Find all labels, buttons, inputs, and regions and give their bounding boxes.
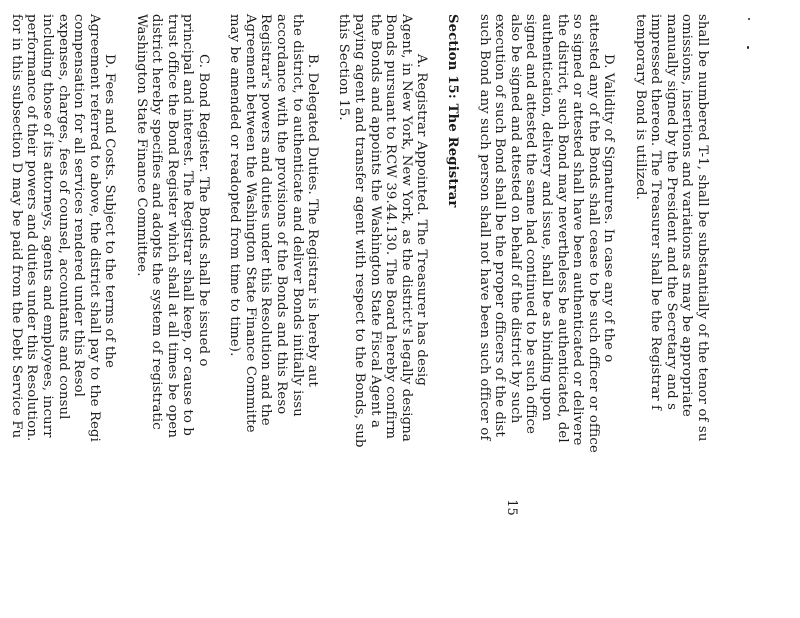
body-line: shall be numbered T-1, shall be substantially of the tenor of su (695, 14, 710, 442)
body-line: omissions, insertions and variations as may be appropriate (679, 14, 695, 417)
body-line: paying agent and transfer agent with respect to the Bonds, sub (351, 14, 367, 448)
body-line: A. Registrar Appointed. The Treasurer has desig (414, 54, 430, 386)
body-line: principal and interest. The Registrar shall keep, or cause to b (180, 14, 196, 436)
blank-line (461, 14, 477, 614)
body-line: C. Bond Register. The Bonds shall be issued o (196, 54, 211, 367)
rotated-text-block (8, 14, 710, 614)
body-line: may be amended or readopted from time to time). (227, 14, 243, 357)
body-line: temporary Bond is utilized. (632, 14, 648, 200)
body-line: the district, to authenticate and deliver Bonds initially issu (289, 14, 305, 417)
body-line: signed and attested the same had continued to be such office (523, 14, 539, 435)
body-line: expenses, charges, fees of counsel, accountants and consul (55, 14, 71, 420)
body-line: such Bond any such person shall not have been such officer of (476, 14, 492, 441)
body-line: district hereby specifies and adopts the system of registratic (149, 14, 165, 430)
body-line: Registrar's powers and duties under this Resolution and the (258, 14, 274, 426)
body-line: B. Delegated Duties. The Registrar is hereby aut (305, 54, 321, 387)
body-line: Agreement between the Washington State Finance Committe (242, 14, 258, 433)
blank-line (211, 14, 227, 614)
body-line: also be signed and attested on behalf of the district by such (507, 14, 523, 424)
scan-speck (747, 46, 749, 49)
body-line: compensation for all services rendered under this Resol (71, 14, 87, 398)
body-line: the district, such Bond may nevertheless be authenticated, del (554, 14, 570, 443)
body-line: Agent, in New York, New York, as the district's legally designa (398, 14, 414, 442)
body-line: Agreement referred to above, the district shall pay to the Regi (86, 14, 102, 442)
body-line: accordance with the provisions of the Bonds and this Reso (273, 14, 289, 415)
body-line: Washington State Finance Committee. (133, 14, 149, 277)
blank-line (320, 14, 336, 614)
blank-line (0, 14, 8, 614)
body-line: manually signed by the President and the Secretary and s (663, 14, 679, 411)
body-line: for in this subsection D may be paid from the Debt Service Fu (8, 14, 24, 439)
body-line: attested any of the Bonds shall cease to be such officer or office (585, 14, 601, 453)
body-line: authentication, delivery and issue, shall be as binding upon (539, 14, 555, 422)
body-line: trust office the Bond Register which shall at all times be open (164, 14, 180, 438)
body-line: this Section 15. (336, 14, 352, 121)
body-line: Bonds pursuant to RCW 39.44.130. The Board hereby confirm (383, 14, 399, 440)
body-line: including those of its attorneys, agents and employees, incurr (40, 14, 56, 438)
body-line: so signed or attested shall have been authenticated or delivere (570, 14, 586, 446)
body-line: D. Validity of Signatures. In case any of the o (601, 54, 617, 363)
body-line: impressed thereon. The Treasurer shall be the Registrar f (648, 14, 664, 411)
page-number: 15 (503, 499, 519, 516)
blank-line (117, 14, 133, 614)
body-line: the Bonds and appoints the Washington State Fiscal Agent a (367, 14, 383, 428)
body-line: performance of their powers and duties under this Resolution. (24, 14, 40, 442)
blank-line (429, 14, 445, 614)
blank-line (616, 14, 632, 614)
section-heading: Section 15: The Registrar (445, 14, 461, 208)
body-line: D. Fees and Costs. Subject to the terms of the (102, 54, 118, 369)
body-line: execution of such Bond shall be the proper officers of the dist (492, 14, 508, 437)
scan-speck (748, 18, 750, 20)
